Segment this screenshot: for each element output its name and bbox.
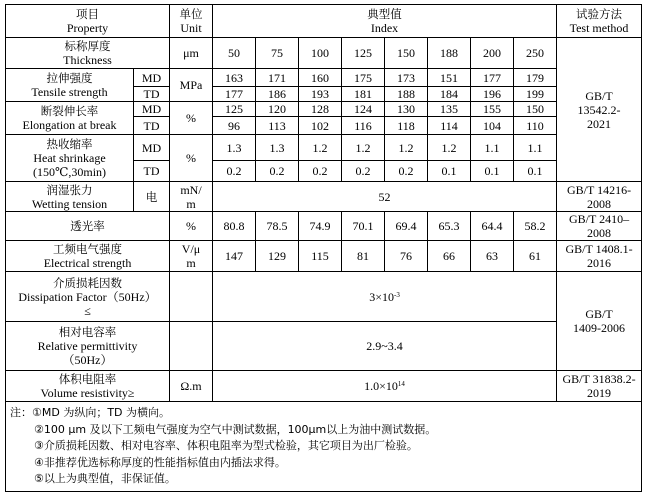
transmittance-value: 70.1 [342,212,385,241]
electrical-value: 61 [514,241,557,272]
electrical-cn: 工频电气强度 [53,242,122,256]
shrinkage-cond: (150℃,30min) [32,165,107,179]
transmittance-value: 78.5 [256,212,299,241]
elongation-md-value: 125 [213,102,256,117]
elongation-td-value: 118 [385,117,428,135]
header-property-cn: 项目 [76,7,99,21]
elongation-td-value: 104 [471,117,514,135]
header-index-en: Index [370,21,399,35]
shrinkage-td-value: 0.2 [385,161,428,182]
electrical-value: 129 [256,241,299,272]
elongation-label [6,102,134,135]
shrinkage-label [6,135,134,182]
spec-table [5,4,642,492]
resistivity-exp: 14 [397,380,405,388]
tensile-td-value: 186 [256,87,299,102]
shrinkage-en: Heat shrinkage [33,151,106,165]
shrinkage-md-value: 1.2 [299,135,342,161]
thickness-value: 200 [471,38,514,69]
header-row [6,5,642,38]
shrinkage-td-value: 0.2 [342,161,385,182]
wetting-label [6,182,134,212]
tensile-md-row [6,69,642,87]
thickness-value: 125 [342,38,385,69]
tensile-label [6,69,134,102]
permittivity-value: 2.9~3.4 [213,322,557,371]
shrinkage-md-value: 1.2 [342,135,385,161]
tensile-md-value: 160 [299,69,342,87]
shrinkage-md-value: 1.2 [428,135,471,161]
permittivity-cond: （50Hz） [62,353,113,367]
elongation-md-value: 155 [471,102,514,117]
thickness-unit: μm [170,38,213,69]
dissipation-unit [170,272,213,322]
electrical-row [6,241,642,272]
shrinkage-unit: % [170,135,213,182]
td-label: TD [134,161,170,182]
tensile-td-value: 188 [385,87,428,102]
transmittance-row [6,212,642,241]
dissipation-row [6,272,642,322]
elongation-unit: % [170,102,213,135]
header-unit-en: Unit [180,21,202,35]
shrinkage-md-value: 1.3 [256,135,299,161]
tensile-td-value: 193 [299,87,342,102]
dissipation-sym: ≤ [84,303,91,318]
header-method [557,5,642,38]
notes [6,402,642,492]
shrinkage-td-value: 0.1 [514,161,557,182]
elongation-td-value: 96 [213,117,256,135]
header-method-en: Test method [569,21,629,35]
dissipation-label [6,272,170,322]
tensile-md-value: 179 [514,69,557,87]
electrical-value: 147 [213,241,256,272]
note-item: ⑤以上为典型值，非保证值。 [34,472,176,485]
electrical-en: Electrical strength [43,256,132,270]
electrical-method: GB/T 1408.1-2016 [557,241,642,272]
header-unit-cn: 单位 [179,7,203,21]
elongation-td-value: 113 [256,117,299,135]
resistivity-method: GB/T 31838.2-2019 [557,371,642,402]
note-item: ④非推荐优选标称厚度的性能指标值由内插法求得。 [34,455,286,469]
thickness-value: 188 [428,38,471,69]
shrinkage-cn: 热收缩率 [46,137,93,151]
tensile-md-value: 175 [342,69,385,87]
tensile-md-value: 163 [213,69,256,87]
wetting-method: GB/T 14216-2008 [557,182,642,212]
electrical-value: 63 [471,241,514,272]
dissipation-en: Dissipation Factor（50Hz） [18,289,157,304]
md-label: MD [134,135,170,161]
header-property [6,5,170,38]
transmittance-value: 69.4 [385,212,428,241]
elongation-md-value: 150 [514,102,557,117]
electrical-value: 66 [428,241,471,272]
resistivity-base: 1.0×10 [364,379,398,393]
tensile-td-value: 181 [342,87,385,102]
method-13542: GB/T 13542.2-2021 [557,38,642,182]
md-label: MD [134,102,170,117]
elongation-md-value: 128 [299,102,342,117]
wetting-side: 电 [134,182,170,212]
resistivity-value [213,371,557,402]
elongation-en: Elongation at break [22,118,117,132]
shrinkage-td-value: 0.1 [471,161,514,182]
header-index [213,5,557,38]
tensile-md-value: 171 [256,69,299,87]
electrical-label [6,241,170,272]
wetting-unit: mN/ m [170,182,213,212]
transmittance-value: 74.9 [299,212,342,241]
elongation-md-value: 120 [256,102,299,117]
electrical-value: 76 [385,241,428,272]
resistivity-row [6,371,642,402]
tensile-unit: MPa [170,69,213,102]
transmittance-value: 80.8 [213,212,256,241]
method-1409: GB/T 1409-2006 [557,272,642,371]
shrinkage-md-row [6,135,642,161]
tensile-td-value: 184 [428,87,471,102]
shrinkage-md-value: 1.3 [213,135,256,161]
wetting-row [6,182,642,212]
elongation-td-value: 102 [299,117,342,135]
transmittance-value: 65.3 [428,212,471,241]
resistivity-unit: Ω.m [170,371,213,402]
shrinkage-td-value: 0.2 [256,161,299,182]
thickness-en: Thickness [63,53,112,67]
elongation-cn: 断裂伸长率 [40,104,99,118]
transmittance-method: GB/T 2410–2008 [557,212,642,241]
permittivity-en: Relative permittivity [37,339,138,353]
wetting-cn: 润湿张力 [46,182,93,197]
header-index-cn: 典型值 [367,7,402,21]
thickness-value: 75 [256,38,299,69]
tensile-md-value: 173 [385,69,428,87]
tensile-td-value: 196 [471,87,514,102]
permittivity-cn: 相对电容率 [58,325,117,339]
dissipation-exp: -3 [393,290,400,299]
permittivity-row [6,322,642,371]
thickness-value: 150 [385,38,428,69]
wetting-en: Wetting tension [31,196,108,211]
note-item: ③介质损耗因数、相对电容率、体积电阻率为型式检验，其它项目为出厂检验。 [34,439,418,452]
tensile-td-value: 177 [213,87,256,102]
thickness-value: 250 [514,38,557,69]
transmittance-label: 透光率 [6,212,170,241]
resistivity-en: Volume resistivity≥ [40,386,135,400]
elongation-md-value: 124 [342,102,385,117]
transmittance-value: 58.2 [514,212,557,241]
md-label: MD [134,69,170,87]
transmittance-value: 64.4 [471,212,514,241]
notes-row [6,402,642,492]
thickness-value: 100 [299,38,342,69]
header-unit [170,5,213,38]
resistivity-label [6,371,170,402]
thickness-row [6,38,642,69]
wetting-value: 52 [213,182,557,212]
elongation-md-value: 135 [428,102,471,117]
elongation-td-value: 116 [342,117,385,135]
elongation-md-row [6,102,642,117]
shrinkage-md-value: 1.1 [471,135,514,161]
tensile-cn: 拉伸强度 [46,71,93,85]
td-label: TD [134,117,170,135]
thickness-value: 50 [213,38,256,69]
electrical-value: 81 [342,241,385,272]
tensile-md-value: 151 [428,69,471,87]
tensile-td-value: 199 [514,87,557,102]
header-property-en: Property [66,21,109,35]
elongation-td-value: 114 [428,117,471,135]
electrical-value: 115 [299,241,342,272]
tensile-en: Tensile strength [31,85,108,99]
shrinkage-td-value: 0.2 [213,161,256,182]
shrinkage-md-value: 1.2 [385,135,428,161]
shrinkage-td-value: 0.1 [428,161,471,182]
electrical-unit: V/μ m [170,241,213,272]
note-item: 注：①MD 为纵向；TD 为横向。 [10,406,171,419]
note-item: ②100 μm 及以下工频电气强度为空气中测试数据，100μm以上为油中测试数据。 [34,422,437,436]
elongation-md-value: 130 [385,102,428,117]
td-label: TD [134,87,170,102]
transmittance-unit: % [170,212,213,241]
thickness-label [6,38,170,69]
shrinkage-td-value: 0.2 [299,161,342,182]
permittivity-label [6,322,170,371]
dissipation-value [213,272,557,322]
shrinkage-md-value: 1.1 [514,135,557,161]
permittivity-unit [170,322,213,371]
dissipation-cn: 介质损耗因数 [53,275,122,290]
resistivity-cn: 体积电阻率 [58,372,117,386]
dissipation-base: 3×10 [369,289,394,304]
header-method-cn: 试验方法 [576,7,623,21]
tensile-md-value: 177 [471,69,514,87]
thickness-cn: 标称厚度 [64,39,111,53]
elongation-td-value: 110 [514,117,557,135]
